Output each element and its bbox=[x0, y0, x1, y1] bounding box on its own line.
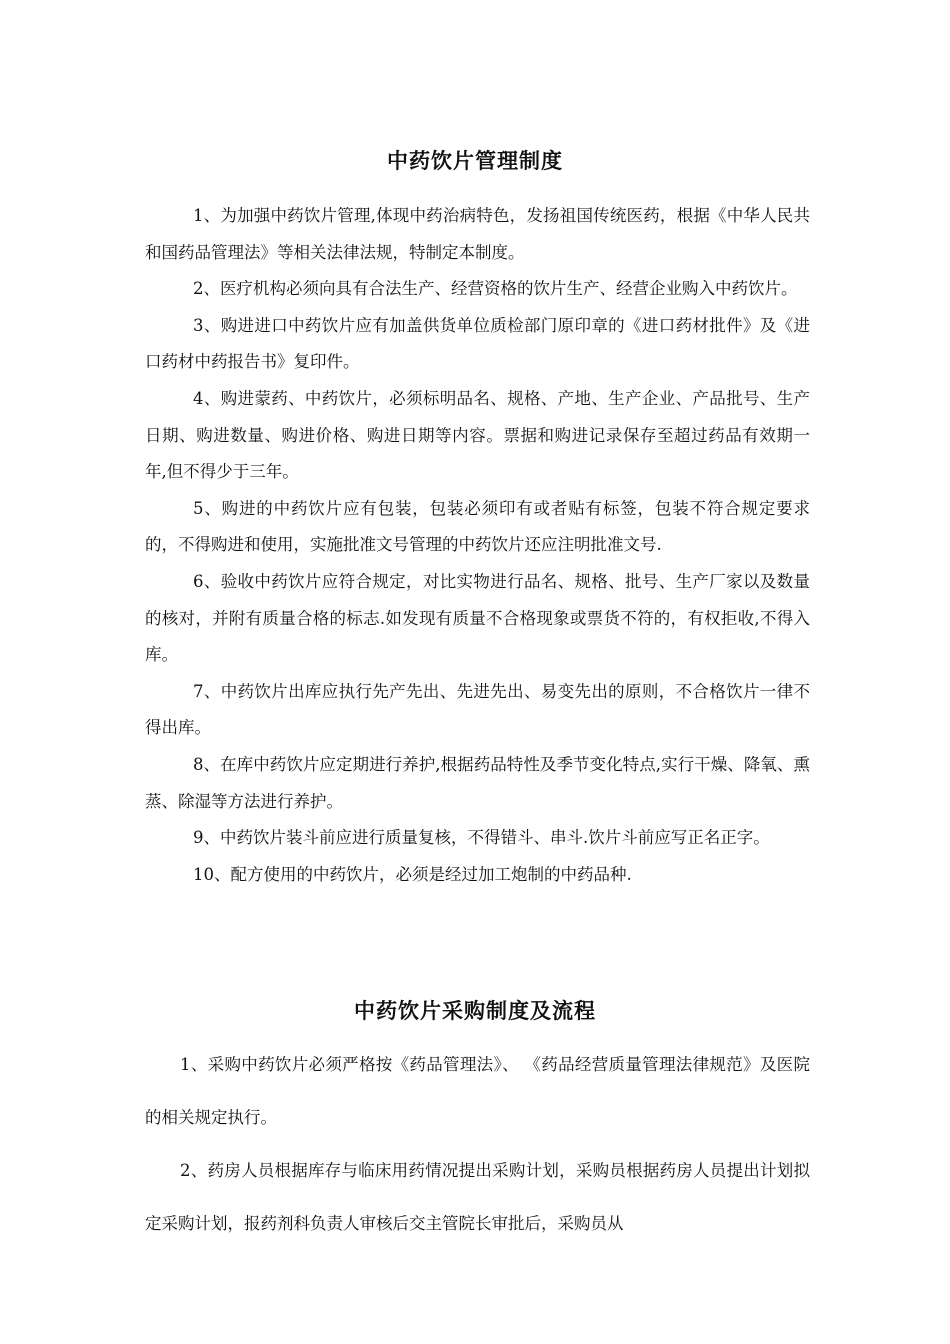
rule-paragraph-1: 1、为加强中药饮片管理,体现中药治病特色，发扬祖国传统医药，根据《中华人民共和国药品管理法》等相关法律法规，特制定本制度。 bbox=[145, 206, 810, 262]
doc-title-management: 中药饮片管理制度 bbox=[387, 149, 563, 173]
rule-paragraph-3: 3、购进进口中药饮片应有加盖供货单位质检部门原印章的《进口药材批件》及《进口药材中药报告书》复印件。 bbox=[145, 315, 810, 372]
rule-paragraph-8: 8、在库中药饮片应定期进行养护,根据药品特性及季节变化特点,实行干燥、降氧、熏蒸、除湿等方法进行养护。 bbox=[145, 754, 810, 811]
doc-title-procurement: 中药饮片采购制度及流程 bbox=[354, 999, 596, 1023]
rule-paragraph-9: 9、中药饮片装斗前应进行质量复核，不得错斗、串斗.饮片斗前应写正名正字。 bbox=[193, 828, 770, 848]
rule-paragraph-7: 7、中药饮片出库应执行先产先出、先进先出、易变先出的原则，不合格饮片一律不得出库。 bbox=[145, 681, 810, 738]
rule-paragraph-10: 10、配方使用的中药饮片，必须是经过加工炮制的中药品种. bbox=[193, 864, 632, 884]
procurement-paragraph-1: 1、采购中药饮片必须严格按《药品管理法》、 《药品经营质量管理法律规范》及医院的相关规定执行。 bbox=[145, 1055, 810, 1127]
section-management-rules bbox=[145, 198, 810, 893]
section-procurement-rules bbox=[145, 1038, 810, 1250]
procurement-paragraph-2: 2、药房人员根据库存与临床用药情况提出采购计划，采购员根据药房人员提出计划拟定采购计划，报药剂科负责人审核后交主管院长审批后，采购员从 bbox=[145, 1161, 810, 1233]
rule-paragraph-4: 4、购进蒙药、中药饮片，必须标明品名、规格、产地、生产企业、产品批号、生产日期、购进数量、购进价格、购进日期等内容。票据和购进记录保存至超过药品有效期一年,但不得少于三年。 bbox=[145, 388, 810, 482]
rule-paragraph-6: 6、验收中药饮片应符合规定，对比实物进行品名、规格、批号、生产厂家以及数量的核对，并附有质量合格的标志.如发现有质量不合格现象或票货不符的，有权拒收,不得入库。 bbox=[145, 571, 810, 665]
rule-paragraph-2: 2、医疗机构必须向具有合法生产、经营资格的饮片生产、经营企业购入中药饮片。 bbox=[193, 279, 798, 299]
rule-paragraph-5: 5、购进的中药饮片应有包装，包装必须印有或者贴有标签，包装不符合规定要求的，不得购进和使用，实施批准文号管理的中药饮片还应注明批准文号. bbox=[145, 498, 810, 555]
